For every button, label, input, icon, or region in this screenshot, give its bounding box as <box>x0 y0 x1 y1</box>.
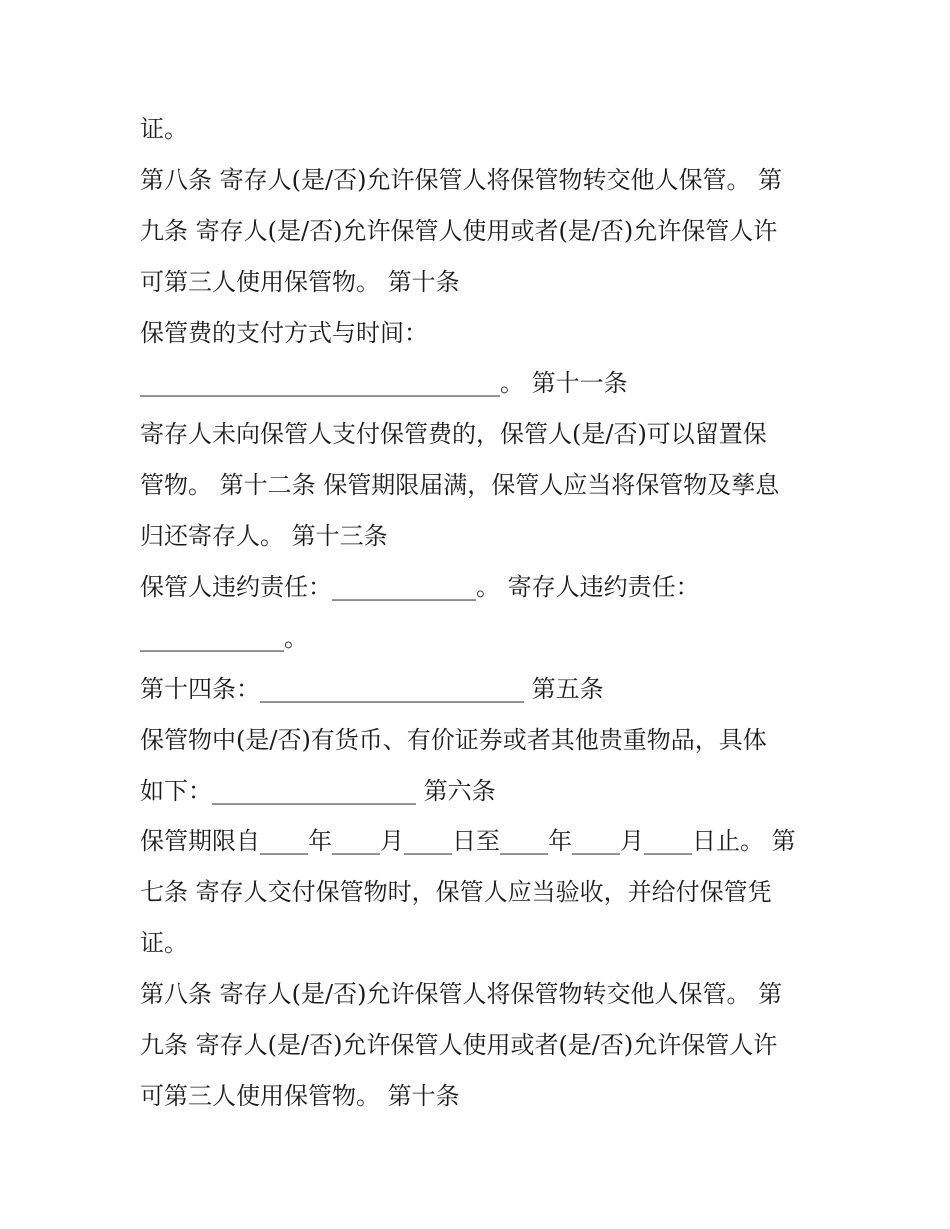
text-line: 保管费的支付方式与时间： <box>140 318 428 347</box>
text-line: ______________________________。 第十一条 <box>140 369 628 398</box>
text-line: 保管物中(是/否)有货币、有价证券或者其他贵重物品，具体 <box>140 725 767 754</box>
document-body <box>140 104 820 1122</box>
text-line: 证。 <box>140 929 188 958</box>
text-line: 九条 寄存人(是/否)允许保管人使用或者(是/否)允许保管人许 <box>140 1031 778 1060</box>
text-line: 第八条 寄存人(是/否)允许保管人将保管物转交他人保管。 第 <box>140 165 783 194</box>
text-line: ____________。 <box>140 623 308 652</box>
text-line: 保管期限自____年____月____日至____年____月____日止。 第 <box>140 827 796 856</box>
text-line: 七条 寄存人交付保管物时，保管人应当验收，并给付保管凭 <box>140 878 772 907</box>
text-line: 如下：_________________ 第六条 <box>140 776 496 805</box>
text-line: 第十四条：______________________ 第五条 <box>140 674 604 703</box>
text-line: 保管人违约责任：____________。 寄存人违约责任： <box>140 573 700 602</box>
text-line: 证。 <box>140 115 188 143</box>
text-line: 第八条 寄存人(是/否)允许保管人将保管物转交他人保管。 第 <box>140 980 783 1009</box>
text-line: 寄存人未向保管人支付保管费的，保管人(是/否)可以留置保 <box>140 420 767 449</box>
text-line: 归还寄存人。 第十三条 <box>140 522 388 551</box>
text-line: 管物。 第十二条 保管期限届满，保管人应当将保管物及孳息 <box>140 471 780 500</box>
text-line: 可第三人使用保管物。 第十条 <box>140 1081 460 1110</box>
text-line: 九条 寄存人(是/否)允许保管人使用或者(是/否)允许保管人许 <box>140 216 778 245</box>
text-line: 可第三人使用保管物。 第十条 <box>140 267 460 296</box>
